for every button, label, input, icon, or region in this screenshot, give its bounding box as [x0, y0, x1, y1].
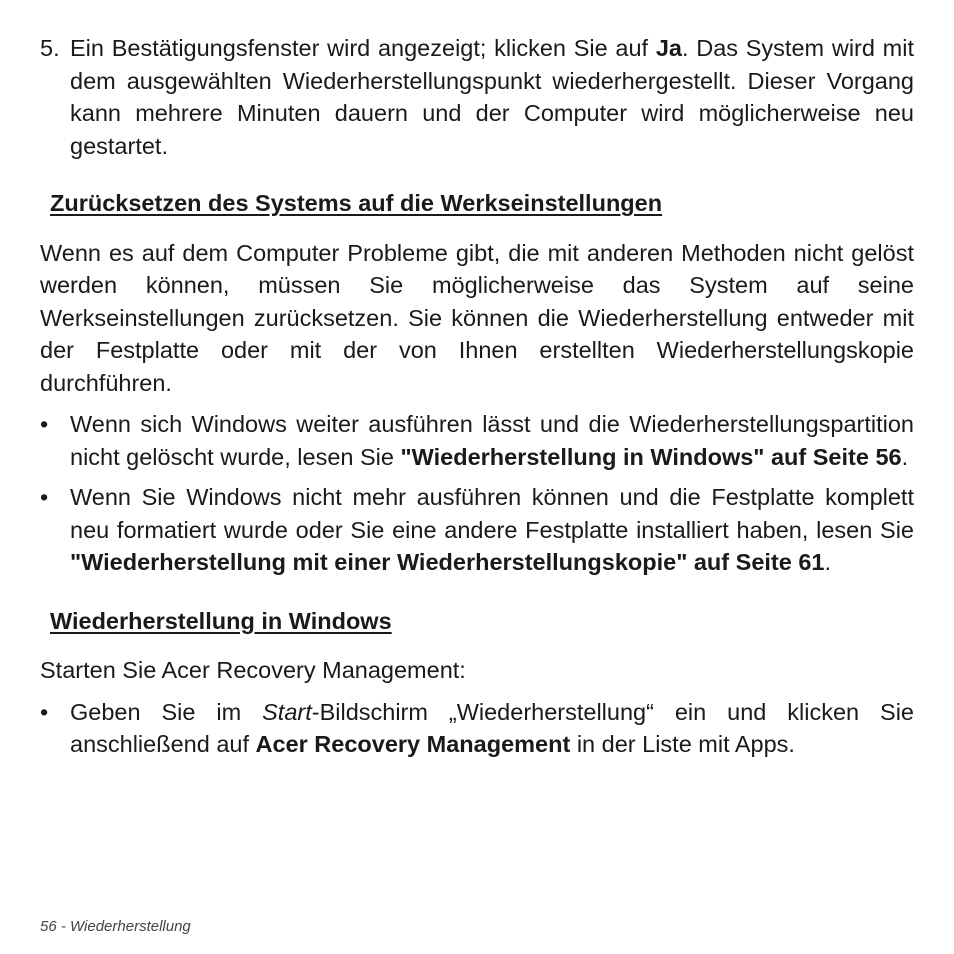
- section-heading-recovery-in-windows: Wiederherstellung in Windows: [50, 607, 392, 634]
- link-reference-page-61[interactable]: "Wiederherstellung mit einer Wiederherstellungskopie" auf Seite 61: [70, 549, 825, 575]
- bullet-text: Wenn Sie Windows nicht mehr ausführen können und die Festplatte komplett neu formatiert wurde oder Sie eine andere Festplatte installiert haben, lesen Sie "Wiederherstellung mit einer Wiederherstellungskopie" auf Seite 61.: [70, 484, 914, 575]
- bullet-text: Wenn sich Windows weiter ausführen lässt und die Wiederherstellungspartition nicht gelöscht wurde, lesen Sie "Wiederherstellung in Windows" auf Seite 56.: [70, 411, 914, 470]
- bullet-marker: •: [40, 411, 49, 437]
- bullet-marker: •: [40, 484, 49, 510]
- step-text: Ein Bestätigungsfenster wird angezeigt; klicken Sie auf Ja. Das System wird mit dem ausgewählten Wiederherstellungspunkt wiederhergestellt. Dieser Vorgang kann mehrere Minuten dauern und der Computer wird möglicherweise neu gestartet.: [70, 35, 914, 159]
- bullet-text: Geben Sie im Start-Bildschirm „Wiederherstellung“ ein und klicken Sie anschließend auf Acer Recovery Management in der Liste mit Apps.: [70, 698, 915, 757]
- bullet-item-start-screen: [40, 696, 914, 761]
- page-footer: 56 - Wiederherstellung: [40, 918, 191, 935]
- bullet-marker: •: [40, 698, 49, 725]
- start-italic: Start: [262, 698, 312, 725]
- acer-recovery-management-bold: Acer Recovery Management: [255, 731, 571, 757]
- step-number: 5.: [40, 35, 60, 61]
- link-reference-page-56[interactable]: "Wiederherstellung in Windows" auf Seite 56: [400, 443, 902, 470]
- document-page: [40, 32, 914, 761]
- bullet-item-windows-runs: [40, 408, 914, 473]
- bullet-item-windows-not-running: [40, 481, 914, 579]
- step-5: [40, 32, 914, 162]
- section-heading-factory-reset: Zurücksetzen des Systems auf die Werkseinstellungen: [50, 190, 663, 216]
- recovery-intro: Starten Sie Acer Recovery Management:: [40, 657, 466, 683]
- step-bold-ja: Ja: [655, 35, 682, 61]
- factory-reset-paragraph: Wenn es auf dem Computer Probleme gibt, die mit anderen Methoden nicht gelöst werden können, müssen Sie möglicherweise das System auf seine Werkseinstellungen zurücksetzen. Sie können die Wiederherstellung entweder mit der Festplatte oder mit der von Ihnen erstellten Wiederherstellungskopie durchführen.: [40, 239, 914, 396]
